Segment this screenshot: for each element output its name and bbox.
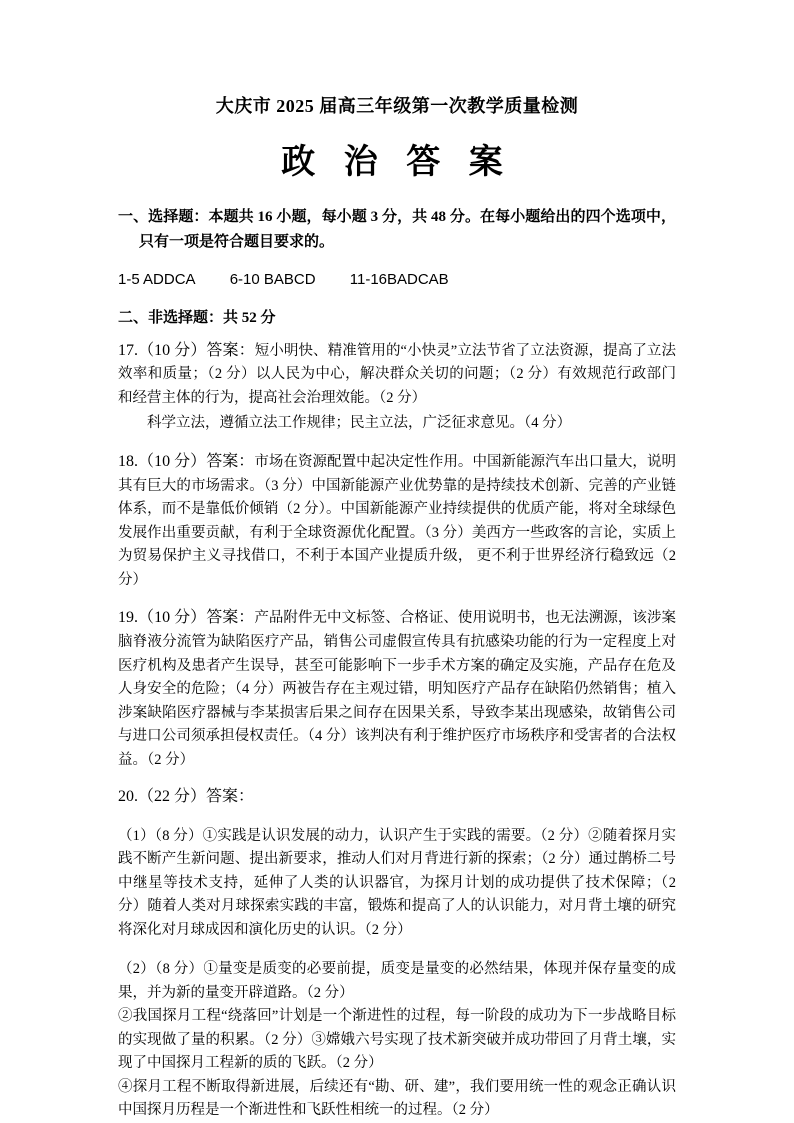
question-18-body: 市场在资源配置中起决定性作用。中国新能源汽车出口量大，说明其有巨大的市场需求。（3 分）中国新能源产业优势靠的是持续技术创新、完善的产业链体系，而不是靠低价倾销（2 分）。中国新能源产业持续提供的优质产能，将对全球绿色发展作出重要贡献，有利于全球资源优化配置。（3 分）美西方一些政客的言论，实质上为贸易保护主义寻找借口，不利于本国产业提质升级， 更不利于世界经济行稳致远（2 分）: [118, 453, 676, 588]
question-17-label: 17.（10 分）答案：: [118, 341, 255, 359]
question-20-part-2-paragraph-1: （2）（8 分）①量变是质变的必要前提，质变是量变的必然结果，体现并保存量变的成果，并为新的量变开辟道路。（2 分）: [118, 961, 676, 1001]
question-19-label: 19.（10 分）答案：: [118, 609, 255, 627]
mc-answers-group-3: 11-16BADCAB: [349, 270, 449, 288]
question-20-answer: [118, 785, 676, 1123]
question-20-part-2-paragraph-2: ②我国探月工程“绕落回”计划是一个渐进性的过程，每一阶段的成功为下一步战略目标的实现做了量的积累。（2 分）③嫦娥六号实现了技术新突破并成功带回了月背土壤，实现了中国探月工程新的质的飞跃。（2 分）: [118, 1008, 676, 1072]
question-17-note: 科学立法，遵循立法工作规律；民主立法，广泛征求意见。（4 分）: [147, 415, 572, 432]
section-choice-heading: 一、选择题：本题共 16 小题，每小题 3 分，共 48 分。在每小题给出的四个选项中，只有一项是符合题目要求的。: [118, 209, 676, 250]
question-20-part-1: （1）（8 分）①实践是认识发展的动力，认识产生于实践的需要。（2 分）②随着探月实践不断产生新问题、提出新要求，推动人们对月背进行新的探索；（2 分）通过鹊桥二号中继星等技术支持，延伸了人类的认识器官，为探月计划的成功提供了技术保障；（2 分）随着人类对月球探索实践的丰富，锻炼和提高了人的认识能力，对月背土壤的研究将深化对月球成因和演化历史的认识。（2 分）: [118, 828, 676, 938]
question-17-answer: [118, 338, 676, 436]
mc-answers-group-2: 6-10 BABCD: [229, 270, 316, 288]
document-header-title: 大庆市 2025 届高三年级第一次教学质量检测: [215, 96, 579, 116]
question-17-paragraph: [118, 338, 676, 411]
multiple-choice-answers: [118, 269, 676, 290]
question-20-part-2-paragraph-3: ④探月工程不断取得新进展，后续还有“勘、研、建”，我们要用统一性的观念正确认识中国探月历程是一个渐进性和飞跃性相统一的过程。（2 分）: [118, 1078, 676, 1119]
section-non-choice-heading: 二、非选择题：共 52 分: [118, 309, 276, 326]
question-20-label: 20.（22 分）答案：: [118, 788, 255, 805]
question-18-answer: [118, 449, 676, 592]
mc-answers-group-1: 1-5 ADDCA: [118, 270, 196, 288]
question-18-paragraph: [118, 449, 676, 592]
question-19-paragraph: [118, 605, 676, 772]
page-title: 政 治 答 案: [281, 144, 513, 181]
question-19-body: 产品附件无中文标签、合格证、使用说明书，也无法溯源，该涉案脑脊液分流管为缺陷医疗产品，销售公司虚假宣传具有抗感染功能的行为一定程度上对医疗机构及患者产生误导，甚至可能影响下一步手术方案的确定及实施，产品存在危及人身安全的危险；（4 分）两被告存在主观过错，明知医疗产品存在缺陷仍然销售；植入涉案缺陷医疗器械与李某损害后果之间存在因果关系，导致李某出现感染，故销售公司与进口公司须承担侵权责任。（4 分）该判决有利于维护医疗市场秩序和受害者的合法权益。（2 分）: [118, 610, 676, 768]
question-17-body: 短小明快、精准管用的“小快灵”立法节省了立法资源，提高了立法效率和质量；（2 分）以人民为中心，解决群众关切的问题；（2 分）有效规范行政部门和经营主体的行为，提高社会治理效能。（2 分）: [118, 342, 676, 406]
question-19-answer: [118, 605, 676, 772]
question-18-label: 18.（10 分）答案：: [118, 452, 255, 470]
